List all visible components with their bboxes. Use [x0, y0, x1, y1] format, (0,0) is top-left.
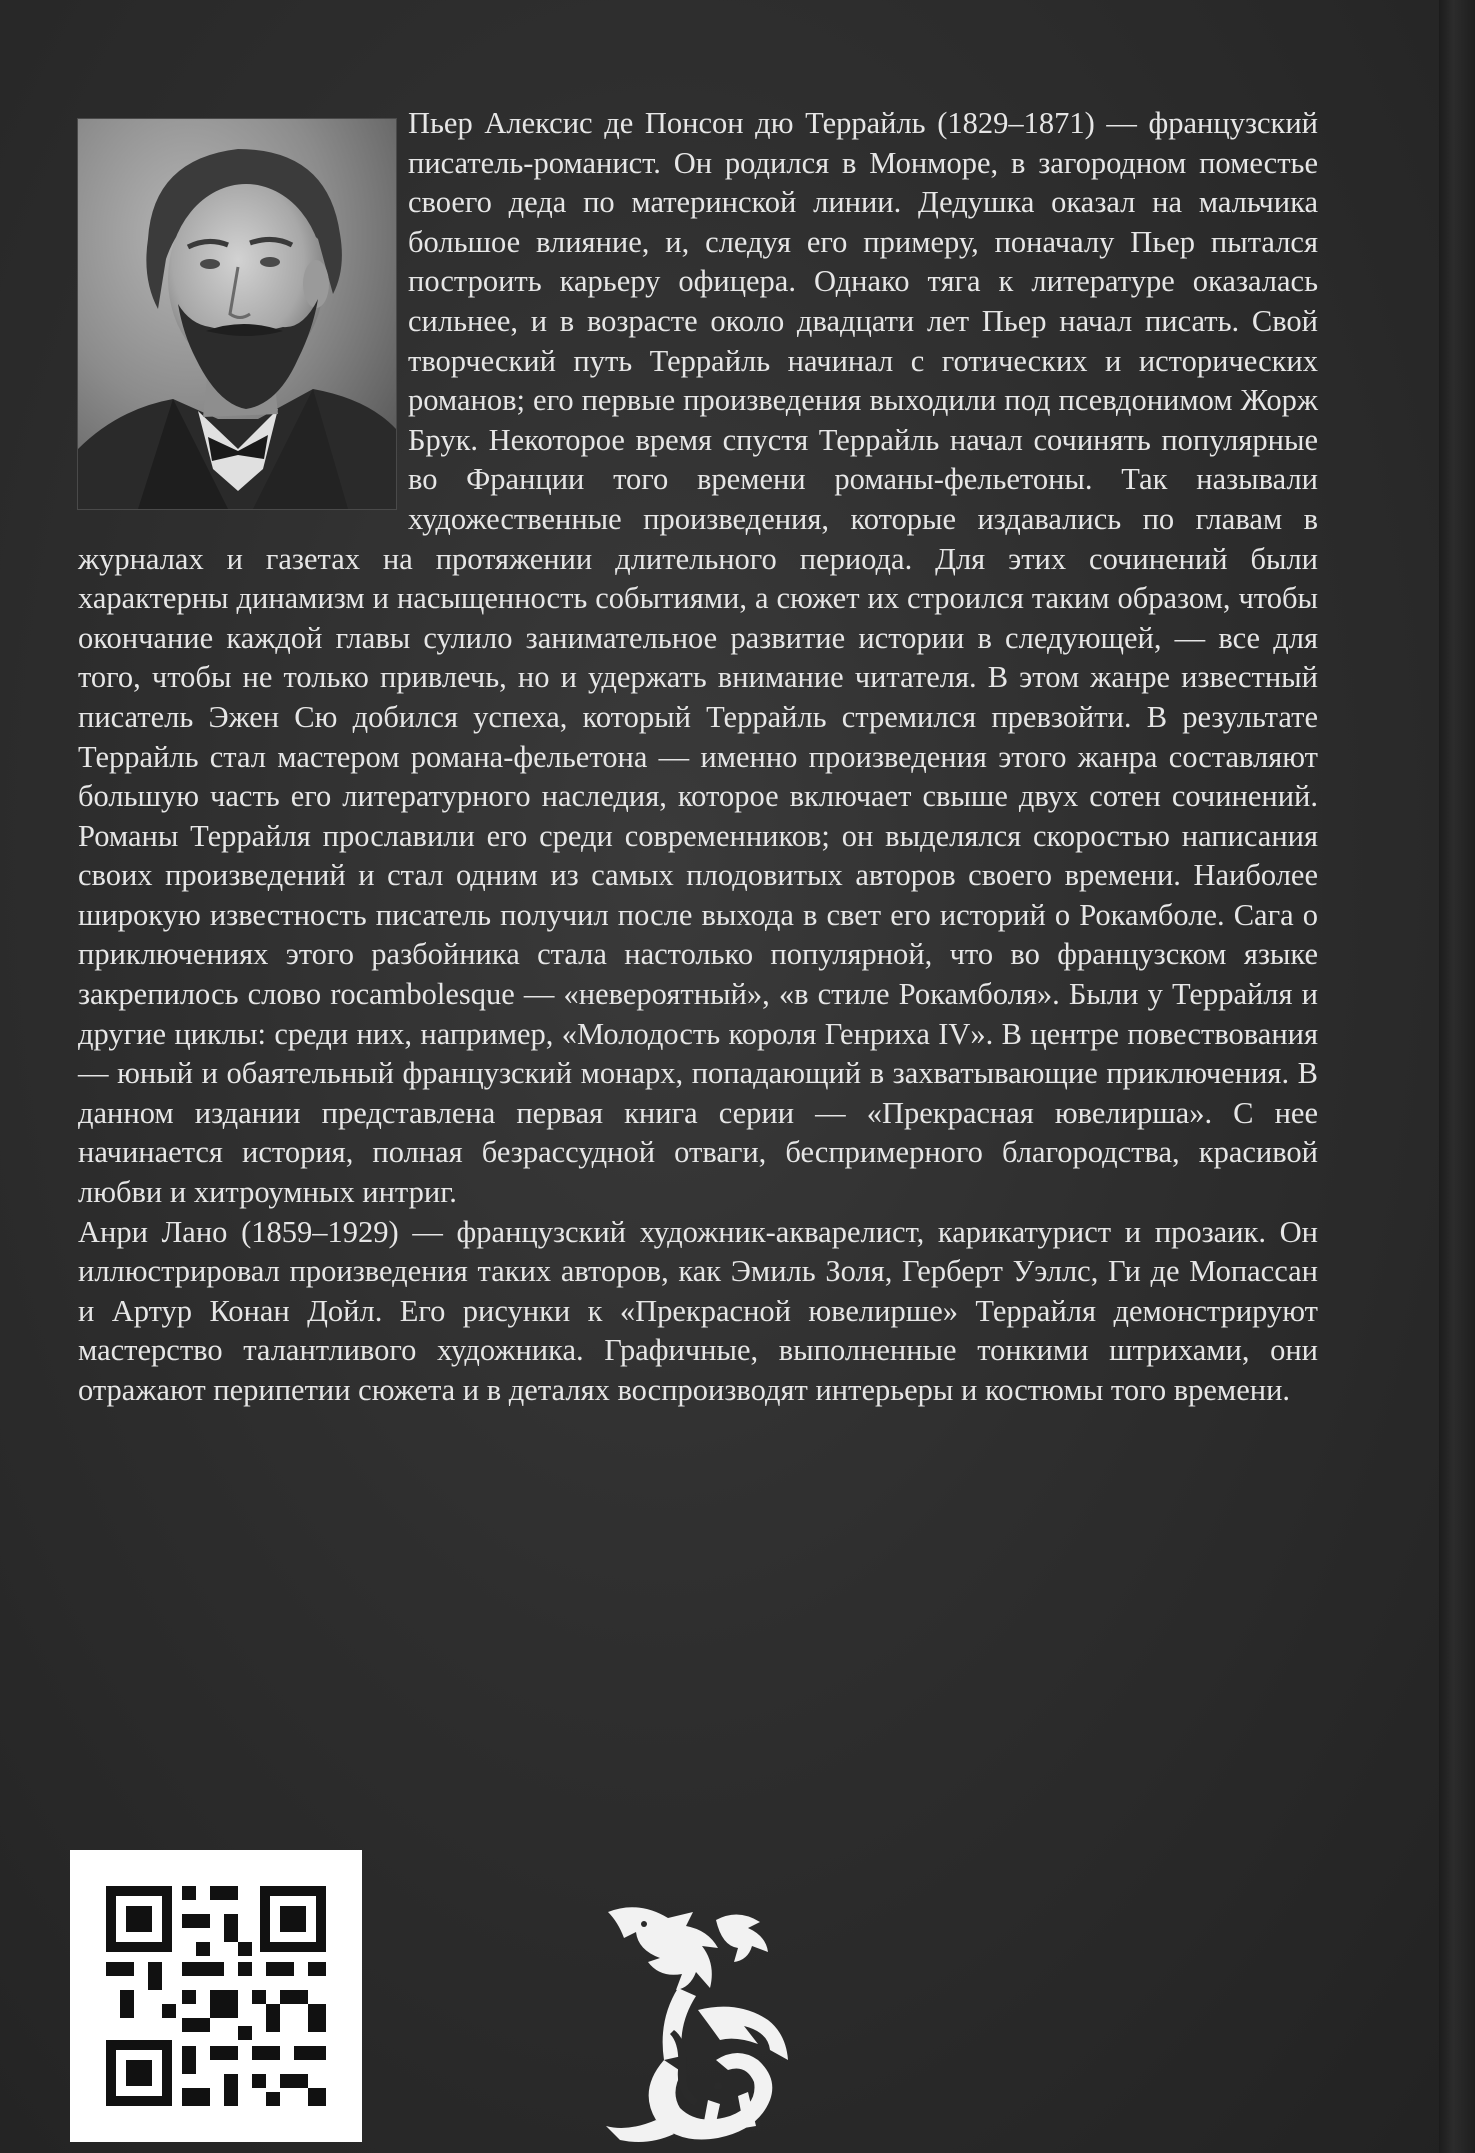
dragon-logo-icon	[598, 1900, 798, 2145]
portrait-spacer	[78, 104, 408, 538]
description-text	[78, 104, 1318, 1411]
qr-code-icon	[70, 1850, 362, 2142]
qr-code	[70, 1850, 362, 2142]
spine-edge	[1439, 0, 1475, 2153]
publisher-logo	[598, 1900, 798, 2145]
illustrator-bio-paragraph: Анри Лано (1859–1929) — французский художник-акварелист, карикатурист и прозаик. Он иллюстрировал произведения таких авторов, как Эмиль Золя, Герберт Уэллс, Ги де Мопассан и Артур Конан Дойл. Его рисунки к «Прекрасной ювелирше» Террайля демонстрируют мастерство талантливого художника. Графичные, выполненные тонкими штрихами, они отражают перипетии сюжета и в деталях воспроизводят интерьеры и костюмы того времени.	[78, 1214, 1318, 1407]
author-bio-paragraph: Пьер Алексис де Понсон дю Террайль (1829–1871) — французский писатель-романист. Он родился в Монморе, в загородном поместье своего деда по материнской линии. Дедушка оказал на мальчика большое влияние, и, следуя его примеру, поначалу Пьер пытался построить карьеру офицера. Однако тяга к литературе оказалась сильнее, и в возрасте около двадцати лет Пьер начал писать. Свой творческий путь Террайль начинал с готических и исторических романов; его первые произведения выходили под псевдонимом Жорж Брук. Некоторое время спустя Террайль начал сочинять популярные во Франции того времени романы-фельетоны. Так называли художественные произведения, которые издавались по главам в журналах и газетах на протяжении длительного периода. Для этих сочинений были характерны динамизм и насыщенность событиями, а сюжет их строился таким образом, чтобы окончание каждой главы сулило занимательное развитие истории в следующей, — все для того, чтобы не только привлечь, но и удержать внимание читателя. В этом жанре известный писатель Эжен Сю добился успеха, который Террайль стремился превзойти. В результате Террайль стал мастером романа-фельетона — именно произведения этого жанра составляют большую часть его литературного наследия, которое включает свыше двух сотен сочинений. Романы Террайля прославили его среди современников; он выделялся скоростью написания своих произведений и стал одним из самых плодовитых авторов своего времени. Наиболее широкую известность писатель получил после выхода в свет его историй о Рокамболе. Сага о приключениях этого разбойника стала настолько популярной, что во французском языке закрепилось слово rocambolesque — «невероятный», «в стиле Рокамболя». Были у Террайля и другие циклы: среди них, например, «Молодость короля Генриха IV». В центре повествования — юный и обаятельный французский монарх, попадающий в захватывающие приключения. В данном издании представлена первая книга серии — «Прекрасная ювелирша». С нее начинается история, полная безрассудной отваги, беспримерного благородства, красивой любви и хитроумных интриг.	[78, 106, 1318, 1210]
